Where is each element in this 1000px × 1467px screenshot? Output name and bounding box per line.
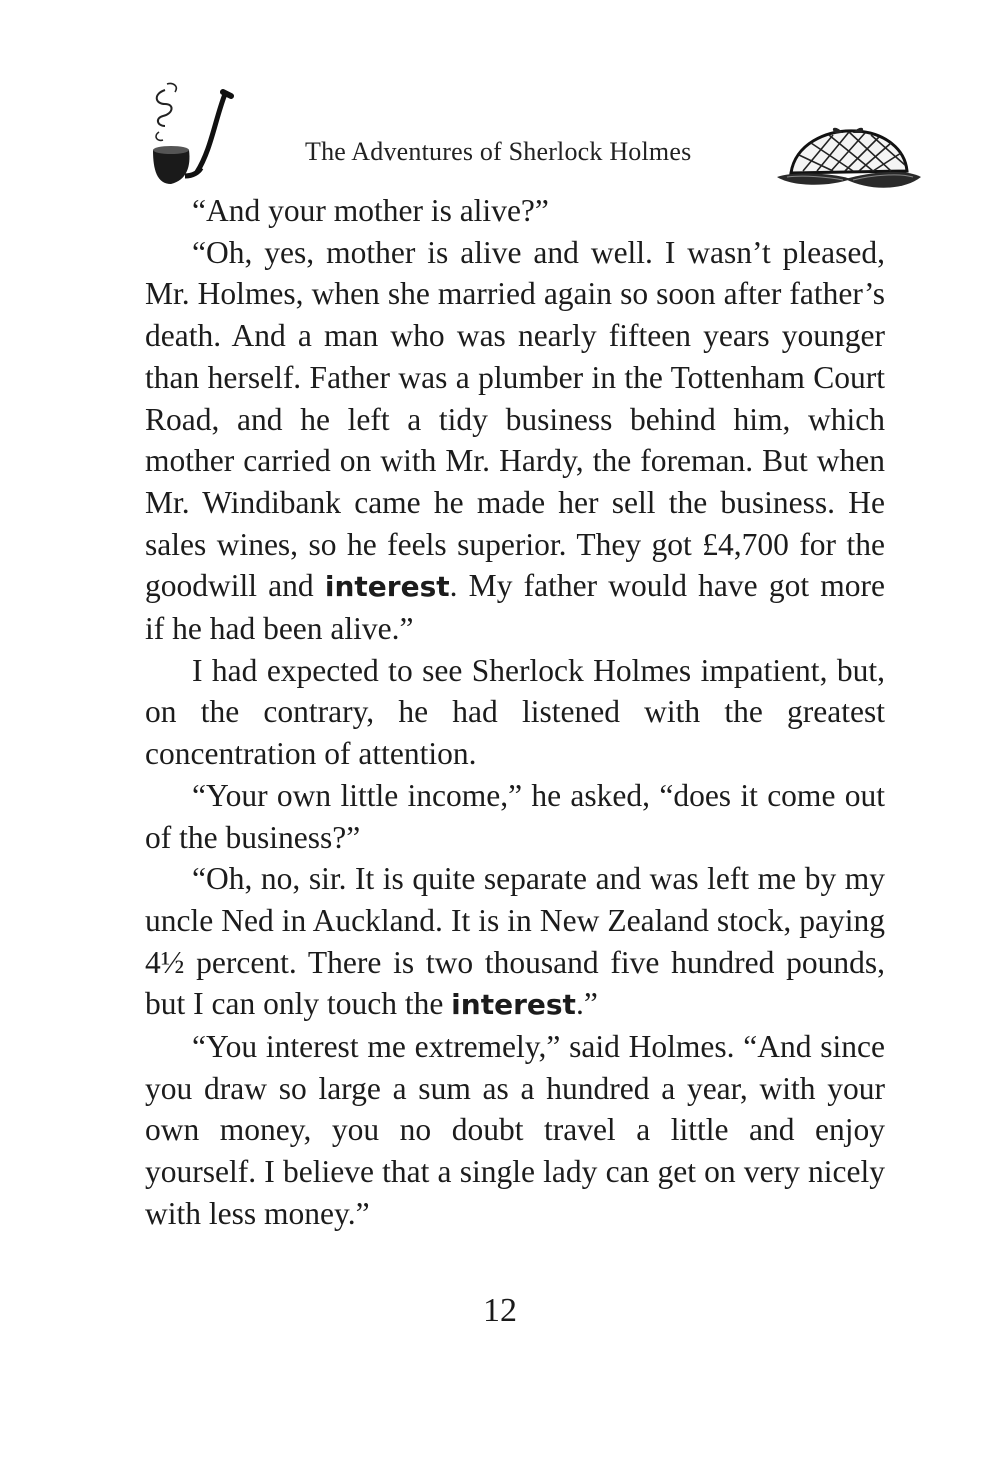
page-number: 12 bbox=[483, 1292, 517, 1329]
paragraph: “Oh, yes, mother is alive and well. I wasn’t pleased, Mr. Holmes, when she married again so soon after father’s death. And a man who was nearly fifteen years younger than herself. Father was a plumber in the Tottenham Court Road, and he left a tidy business behind him, which mother carried on with Mr. Hardy, the foreman. But when Mr. Windibank came he made her sell the business. He sales wines, so he feels superior. They got £4,700 for the goodwill and interest. My father would have got more if he had been alive.” bbox=[145, 234, 885, 647]
pipe-icon bbox=[145, 80, 235, 192]
paragraph: “And your mother is alive?” bbox=[192, 193, 549, 228]
paragraph: “Your own little income,” he asked, “does it come out of the business?” bbox=[145, 777, 885, 855]
paragraph: “Oh, no, sir. It is quite separate and was left me by my uncle Ned in Auckland. It is in New Zealand stock, paying 4½ percent. There is two thousand five hundred pounds, but I can only touch the interest.” bbox=[145, 861, 885, 1022]
running-head-title: The Adventures of Sherlock Holmes bbox=[305, 137, 692, 166]
body-text bbox=[145, 190, 885, 1235]
page-header bbox=[140, 80, 920, 200]
glossary-term: interest bbox=[451, 988, 576, 1022]
deerstalker-hat-icon bbox=[773, 125, 923, 200]
paragraph: I had expected to see Sherlock Holmes impatient, but, on the contrary, he had listened with the greatest concentration of attention. bbox=[145, 652, 885, 772]
glossary-term: interest bbox=[324, 570, 450, 604]
paragraph: “You interest me extremely,” said Holmes. “And since you draw so large a sum as a hundred a year, with your own money, you no doubt travel a little and enjoy yourself. I believe that a single lady can get on very nicely with less money.” bbox=[145, 1029, 885, 1231]
